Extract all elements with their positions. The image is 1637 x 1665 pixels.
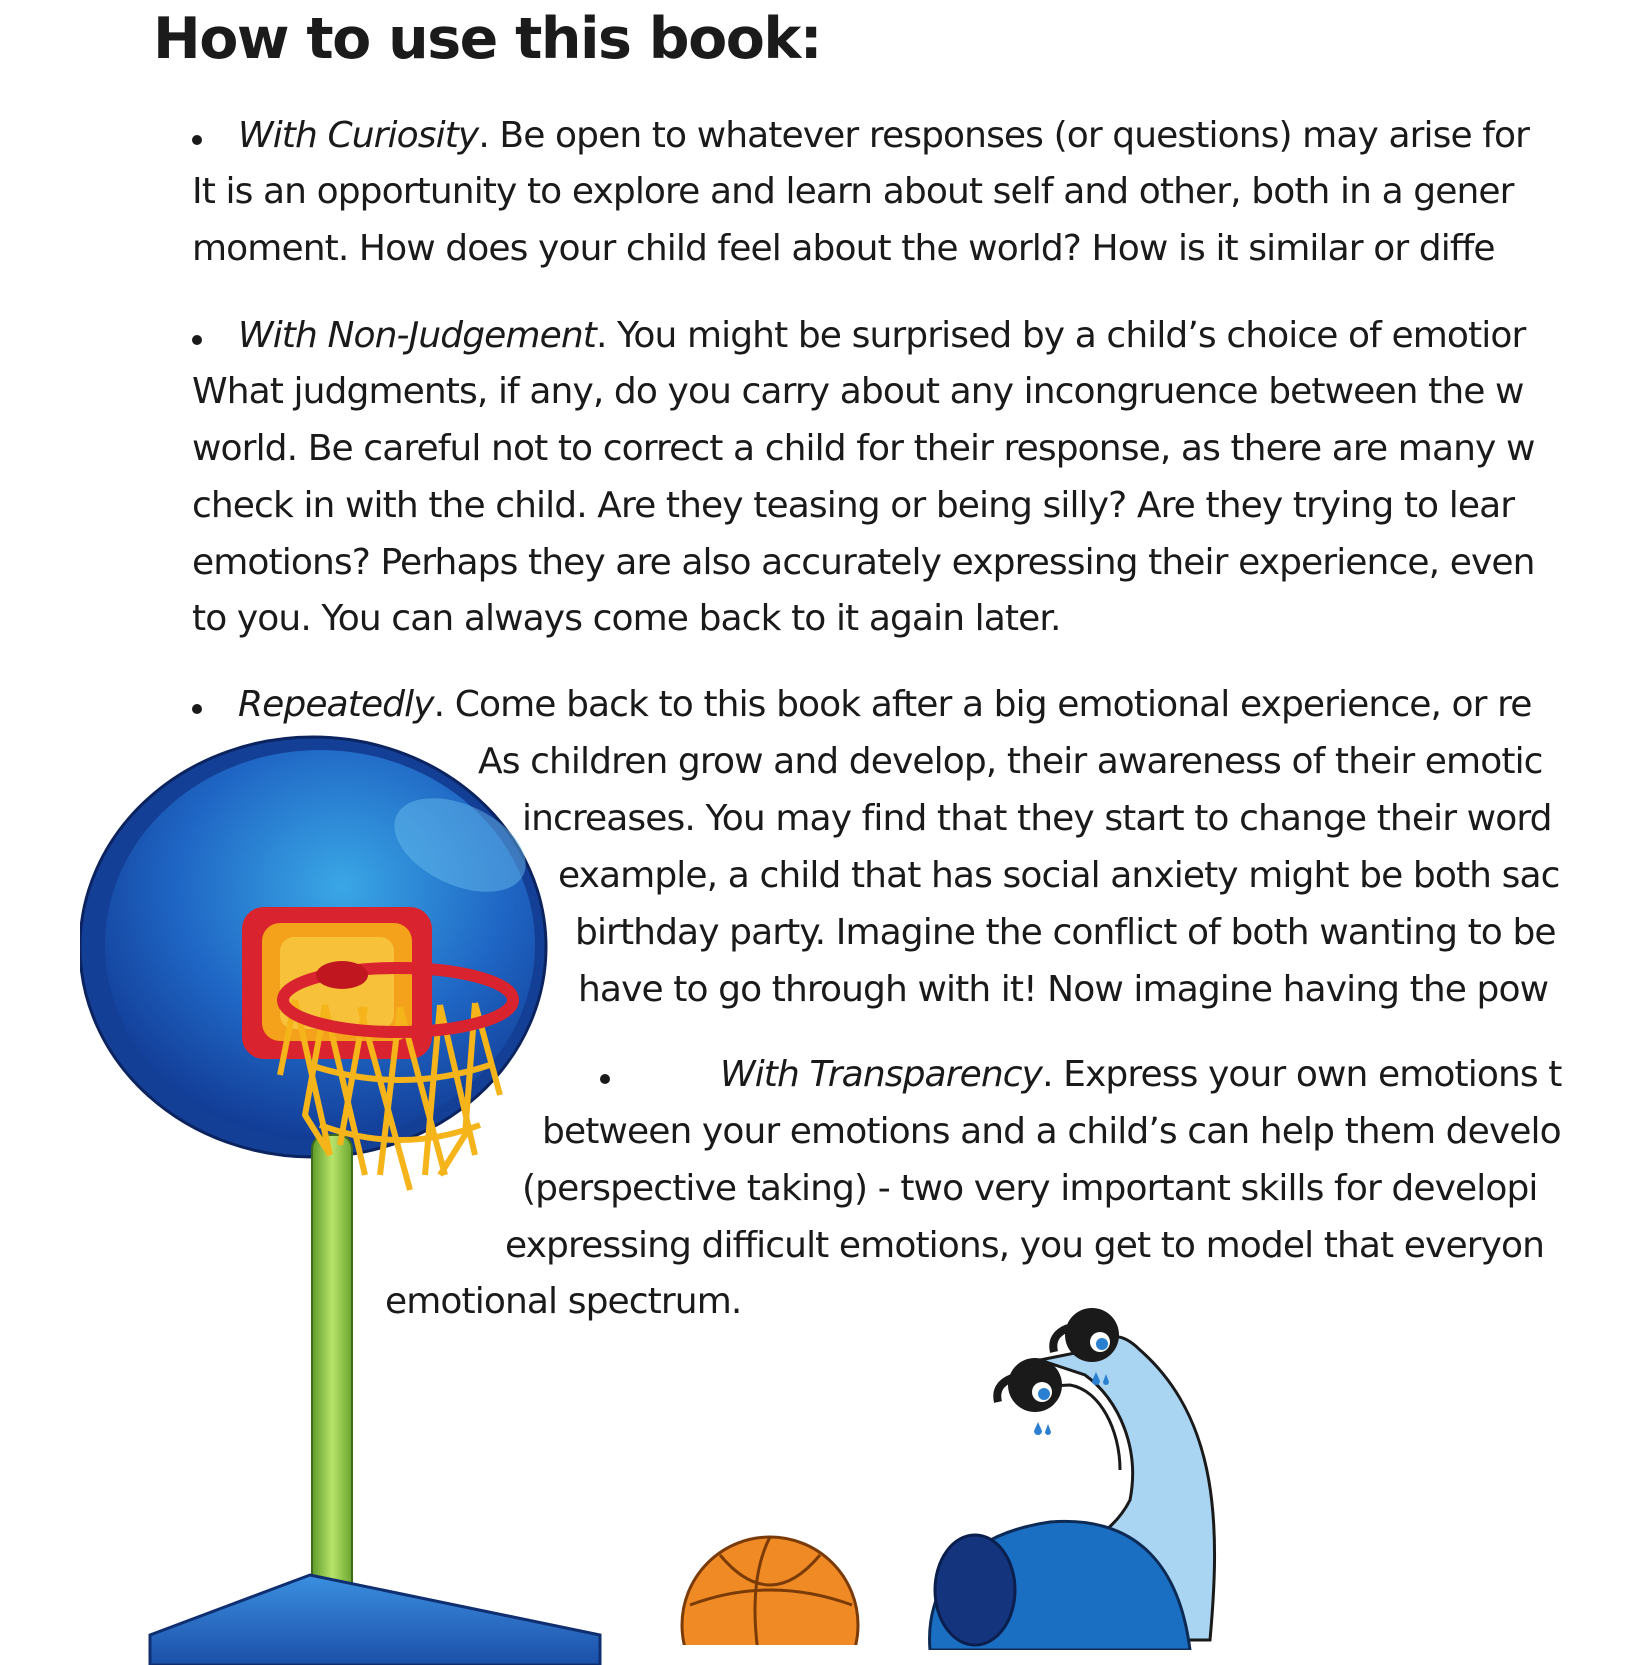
hoop-pole: [312, 1135, 352, 1635]
repeatedly-line-6: have to go through with it! Now imagine having the pow: [578, 969, 1549, 1010]
basketball-illustration: [680, 1535, 860, 1645]
hoop-base: [150, 1575, 600, 1665]
bullet-dot: [192, 335, 202, 345]
repeatedly-line-3: increases. You may find that they start to change their word: [522, 798, 1552, 839]
bullet-dot: [192, 135, 202, 145]
transparency-line-5: emotional spectrum.: [385, 1281, 742, 1322]
bullet-dot: [192, 704, 202, 714]
curiosity-line-2: It is an opportunity to explore and learn about self and other, both in a gener: [192, 171, 1514, 212]
repeatedly-line-2: As children grow and develop, their awareness of their emotic: [478, 741, 1543, 782]
crying-character-illustration: [920, 1290, 1340, 1650]
transparency-term: With Transparency: [720, 1054, 1043, 1095]
transparency-line-2: between your emotions and a child’s can help them develo: [542, 1111, 1561, 1152]
transparency-line-4: expressing difficult emotions, you get to model that everyon: [505, 1225, 1545, 1266]
nonjudgement-line-5: emotions? Perhaps they are also accurately expressing their experience, even: [192, 542, 1535, 583]
page-title: How to use this book:: [153, 6, 822, 72]
repeatedly-term: Repeatedly: [238, 684, 434, 725]
repeatedly-line-1: Repeatedly. Come back to this book after a big emotional experience, or re: [238, 684, 1532, 725]
nonjudgement-line-6: to you. You can always come back to it again later.: [192, 598, 1061, 639]
curiosity-line-3: moment. How does your child feel about the world? How is it similar or diffe: [192, 228, 1495, 269]
nonjudgement-line-4: check in with the child. Are they teasing or being silly? Are they trying to lear: [192, 485, 1515, 526]
repeatedly-line-5: birthday party. Imagine the conflict of both wanting to be: [575, 912, 1556, 953]
transparency-line-1: With Transparency. Express your own emotions t: [720, 1054, 1562, 1095]
transparency-line-3: (perspective taking) - two very important skills for developi: [522, 1168, 1538, 1209]
repeatedly-line-4: example, a child that has social anxiety might be both sac: [558, 855, 1560, 896]
nonjudgement-line-2: What judgments, if any, do you carry about any incongruence between the w: [192, 371, 1524, 412]
curiosity-line-1: With Curiosity. Be open to whatever responses (or questions) may arise for: [238, 115, 1530, 156]
nonjudgement-term: With Non-Judgement: [238, 315, 596, 356]
nonjudgement-line-3: world. Be careful not to correct a child for their response, as there are many w: [192, 428, 1535, 469]
bullet-dot: [600, 1074, 610, 1084]
curiosity-term: With Curiosity: [238, 115, 479, 156]
nonjudgement-line-1: With Non-Judgement. You might be surprised by a child’s choice of emotior: [238, 315, 1526, 356]
character-head-bottom: [997, 1358, 1062, 1435]
